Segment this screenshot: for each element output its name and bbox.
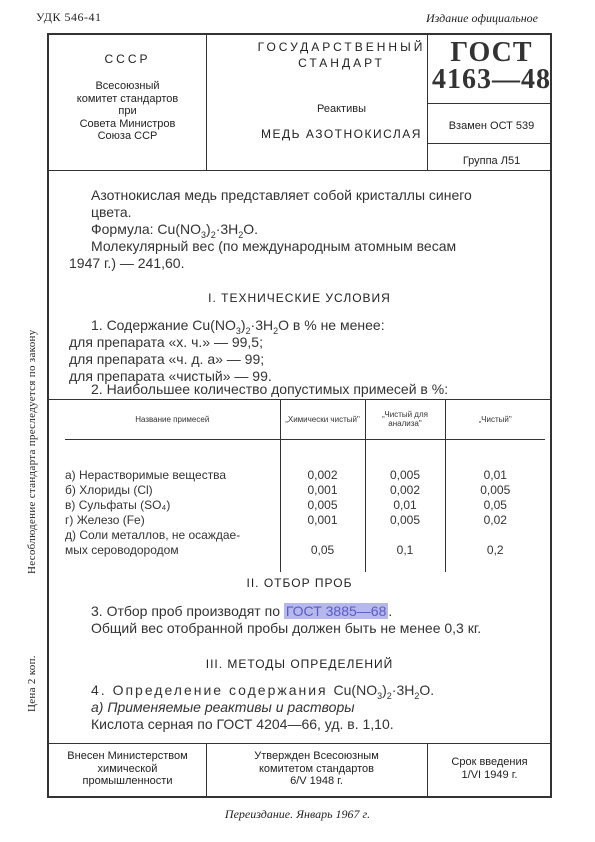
intro-line2: цвета.	[91, 204, 132, 220]
approved-by: Утвержден Всесоюзным комитетом стандартов 6/V 1948 г.	[254, 750, 379, 787]
p1-line: 1. Содержание $Cu(NO_3)_2\cdot 3H_2O$ в % не менее:	[91, 317, 385, 336]
formula-line: Формула: $Cu(NO_3)_2\cdot 3H_2O$.	[91, 221, 259, 240]
p4a-line: а) Применяемые реактивы и растворы	[91, 699, 355, 715]
p4-line: 4. Определение содержания $Cu(NO_3)_2\cdot 3H_2O$.	[91, 682, 435, 701]
gost-number: ГОСТ 4163—48	[432, 37, 551, 95]
standard-title: МЕДЬ АЗОТНОКИСЛАЯ	[261, 127, 422, 141]
footer-top-line	[49, 743, 550, 744]
col-header-analytical: „Чистый для анализа"	[365, 399, 445, 440]
replace-box-line	[427, 143, 552, 144]
reagents-label: Реактивы	[317, 103, 366, 115]
mw-line1: Молекулярный вес (по международным атомным весам	[91, 238, 457, 254]
table-row: д) Соли металлов, не осаждае-	[65, 528, 545, 543]
cssr-label: СССР	[104, 52, 151, 66]
udk-code: УДК 546-41	[36, 10, 102, 24]
col-header-pure: „Чистый"	[445, 399, 545, 440]
grade-line1: для препарата «х. ч.» — 99,5;	[69, 334, 263, 350]
replaces-label: Взамен ОСТ 539	[448, 120, 535, 132]
table-header-row	[65, 399, 545, 440]
table-row: в) Сульфаты (SO₄) 0,005 0,01 0,05	[65, 498, 545, 513]
state-standard-heading: ГОСУДАРСТВЕННЫЙ СТАНДАРТ	[257, 40, 426, 70]
side-price: Цена 2 коп.	[26, 655, 38, 712]
impurities-table	[65, 399, 545, 572]
gost-3885-link[interactable]: ГОСТ 3885—68	[285, 603, 387, 619]
reprint-note: Переиздание. Январь 1967 г.	[224, 807, 371, 821]
section3-title: III. МЕТОДЫ ОПРЕДЕЛЕНИЙ	[205, 657, 394, 671]
header-divider-left	[206, 35, 207, 170]
group-label: Группа Л51	[462, 155, 521, 167]
acid-line: Кислота серная по ГОСТ 4204—66, уд. в. 1,10.	[91, 716, 394, 732]
header-bottom-line	[49, 170, 427, 171]
p2-line: 2. Наибольшее количество допустимых примесей в %:	[91, 381, 449, 397]
section1-title: I. ТЕХНИЧЕСКИЕ УСЛОВИЯ	[208, 291, 391, 305]
group-box-line	[427, 170, 552, 171]
committee-block: Всесоюзный комитет стандартов при Совета Министров Союза ССР	[76, 80, 179, 142]
sample-weight-line: Общий вес отобранной пробы должен быть не менее 0,3 кг.	[91, 620, 482, 636]
standard-frame	[47, 33, 552, 798]
section2-title: II. ОТБОР ПРОБ	[246, 576, 353, 590]
grade-line3: для препарата «чистый» — 99.	[69, 368, 272, 384]
p3-line: 3. Отбор проб производят по ГОСТ 3885—68 .	[91, 603, 393, 619]
table-row: б) Хлориды (Cl) 0,001 0,002 0,005	[65, 483, 545, 498]
mw-line2: 1947 г.) — 241,60.	[69, 255, 185, 271]
intro-line1: Азотнокислая медь представляет собой кристаллы синего	[91, 187, 472, 203]
col-header-impurity: Название примесей	[65, 399, 280, 440]
grade-line2: для препарата «ч. д. а» — 99;	[69, 351, 265, 367]
edition-label: Издание официальное	[425, 11, 538, 25]
side-law-notice: Несоблюдение стандарта преследуется по закону	[26, 329, 38, 574]
table-row: мых сероводородом 0,05 0,1 0,2	[65, 543, 545, 558]
effective-date: Срок введения 1/VI 1949 г.	[451, 756, 528, 781]
table-row: г) Железо (Fe) 0,001 0,005 0,02	[65, 513, 545, 528]
introduced-by: Внесен Министерством химической промышленности	[67, 750, 188, 787]
col-header-chemically-pure: „Химически чистый"	[280, 399, 365, 440]
table-row: а) Нерастворимые вещества 0,002 0,005 0,01	[65, 468, 545, 483]
